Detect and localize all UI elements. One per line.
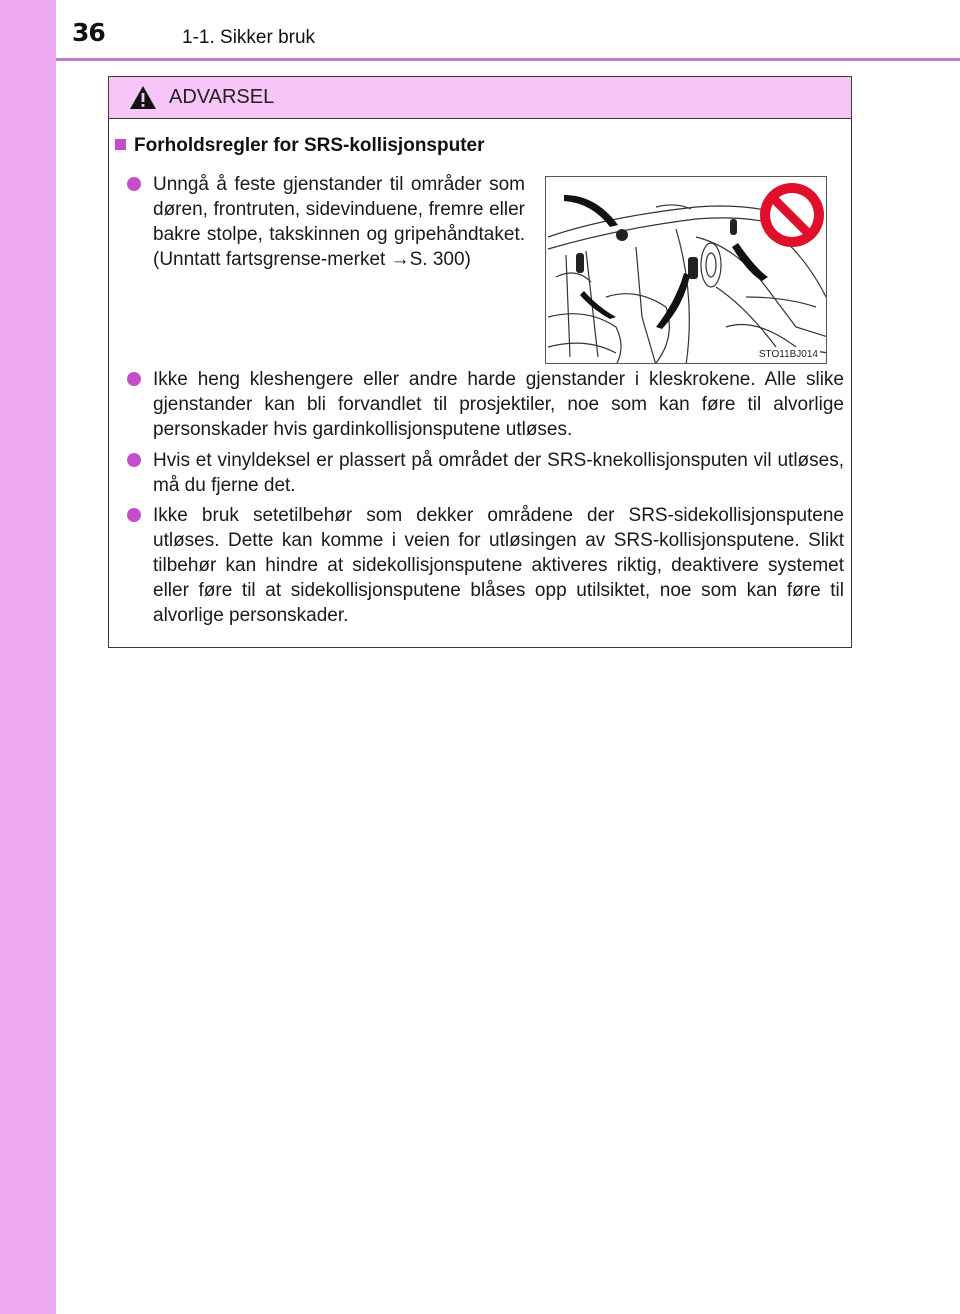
header-divider <box>56 58 960 61</box>
car-interior-drawing <box>546 177 827 364</box>
bullet-dot-icon <box>127 508 141 522</box>
bullet-dot-icon <box>127 177 141 191</box>
square-bullet-icon <box>115 139 126 150</box>
warning-box <box>108 76 852 648</box>
section-title: 1-1. Sikker bruk <box>182 27 316 48</box>
list-item: Unngå å feste gjenstander til områder som døren, frontruten, sidevinduene, fremre eller bakre stolpe, takskinnen og gripehåndtaket. (Unntatt fartsgrense-merket →S. 300) <box>127 172 525 272</box>
bullet-dot-icon <box>127 453 141 467</box>
list-item: Ikke bruk setetilbehør som dekker områdene der SRS-sidekollisjonsputene utløses. Dette kan komme i veien for utløsingen av SRS-kollisjonsputene. Slikt tilbehør kan hindre at sidekollisjonsputene aktiveres riktig, deaktivere systemet eller føre til at sidekollisjonsputene blåses opp utilsiktet, noe som kan føre til alvorlige personskader. <box>127 503 844 628</box>
warning-subheading: Forholdsregler for SRS-kollisjonsputer <box>115 135 485 157</box>
page-number: 36 <box>72 18 105 47</box>
bullet-dot-icon <box>127 372 141 386</box>
warning-header <box>109 77 851 119</box>
chapter-side-bar <box>0 0 56 1314</box>
warning-triangle-icon <box>129 85 157 110</box>
warning-label: ADVARSEL <box>169 86 275 108</box>
figure-code: STO11BJ014 <box>758 349 818 360</box>
list-item: Hvis et vinyldeksel er plassert på området der SRS-knekollisjonsputen vil utløses, må du fjerne det. <box>127 448 844 498</box>
list-item: Ikke heng kleshengere eller andre harde gjenstander i kleskrokene. Alle slike gjenstander kan bli forvandlet til prosjektiler, noe som kan føre til alvorlige personskader hvis gardinkollisjonsputene utløses. <box>127 367 844 442</box>
airbag-illustration <box>545 176 827 364</box>
prohibition-icon <box>760 183 824 247</box>
